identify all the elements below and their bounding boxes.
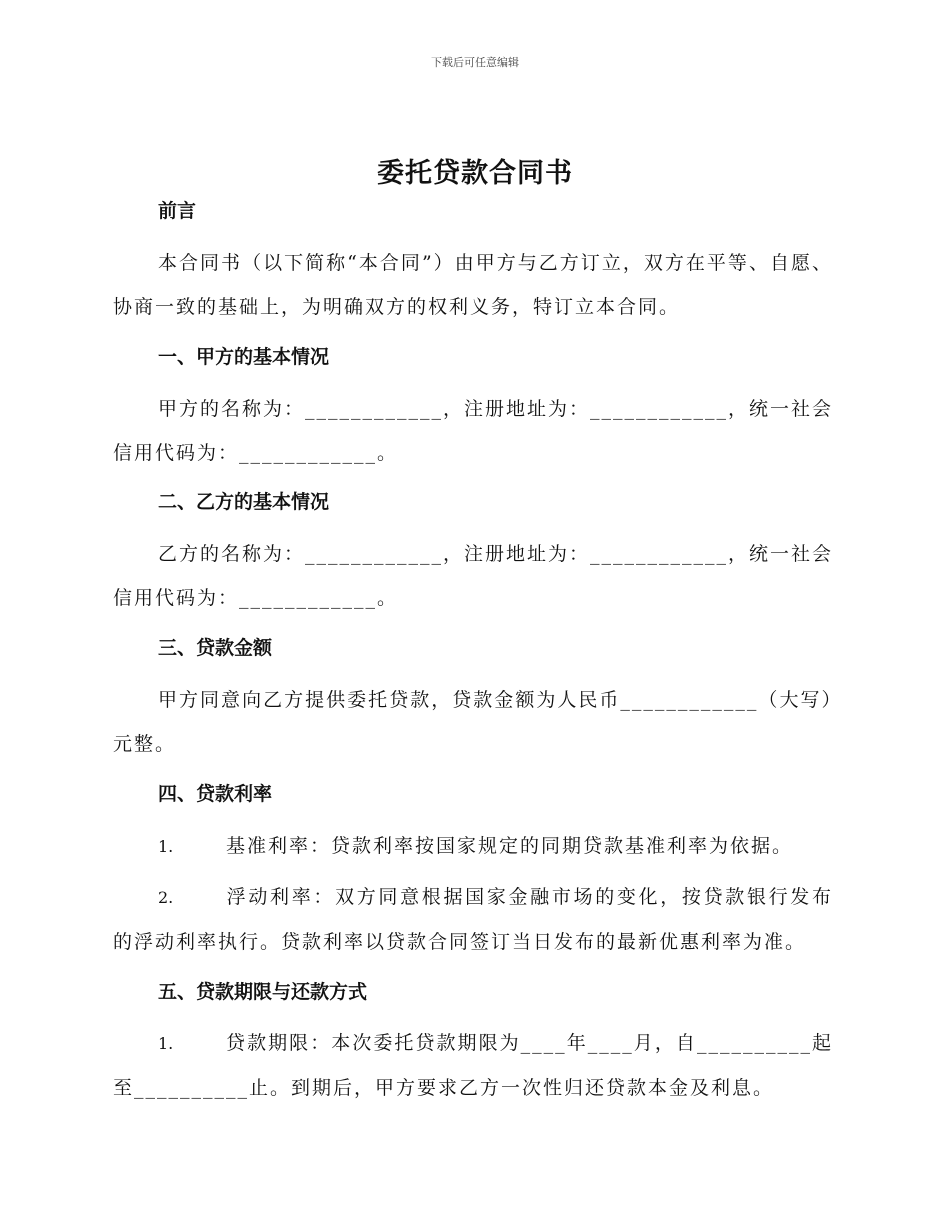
document-title: 委托贷款合同书: [377, 158, 573, 189]
list-number: 2.: [158, 888, 174, 907]
section-1-paragraph: 甲方的名称为：____________，注册地址为：____________，统一社会信用代码为：____________。: [113, 398, 834, 464]
section-5-item-1: [113, 1021, 833, 1110]
section-2-heading: 二、乙方的基本情况: [158, 491, 330, 513]
list-number: 1.: [158, 1034, 174, 1053]
section-1-heading: 一、甲方的基本情况: [158, 346, 330, 368]
header-note: 下载后可任意编辑: [431, 56, 519, 69]
section-3-paragraph: 甲方同意向乙方提供委托贷款，贷款金额为人民币____________（大写）元整。: [113, 689, 833, 755]
section-5-heading: 五、贷款期限与还款方式: [158, 981, 368, 1003]
section-4-item-2: [113, 875, 833, 964]
section-4-heading: 四、贷款利率: [158, 783, 273, 805]
section-2-paragraph: 乙方的名称为：____________，注册地址为：____________，统一社会信用代码为：____________。: [113, 543, 834, 609]
preface-heading: 前言: [158, 200, 197, 222]
preface-paragraph: 本合同书（以下简称“本合同”）由甲方与乙方订立，双方在平等、自愿、协商一致的基础上，为明确双方的权利义务，特订立本合同。: [113, 252, 833, 318]
item-text: 基准利率：贷款利率按国家规定的同期贷款基准利率为依据。: [226, 835, 794, 857]
section-3-heading: 三、贷款金额: [158, 637, 273, 659]
section-4-item-1: [113, 824, 833, 869]
list-number: 1.: [158, 837, 174, 856]
item-text: 贷款期限：本次委托贷款期限为____年____月，自__________起至__________止。到期后，甲方要求乙方一次性归还贷款本金及利息。: [113, 1032, 833, 1099]
item-text: 浮动利率：双方同意根据国家金融市场的变化，按贷款银行发布的浮动利率执行。贷款利率以贷款合同签订当日发布的最新优惠利率为准。: [113, 886, 833, 953]
